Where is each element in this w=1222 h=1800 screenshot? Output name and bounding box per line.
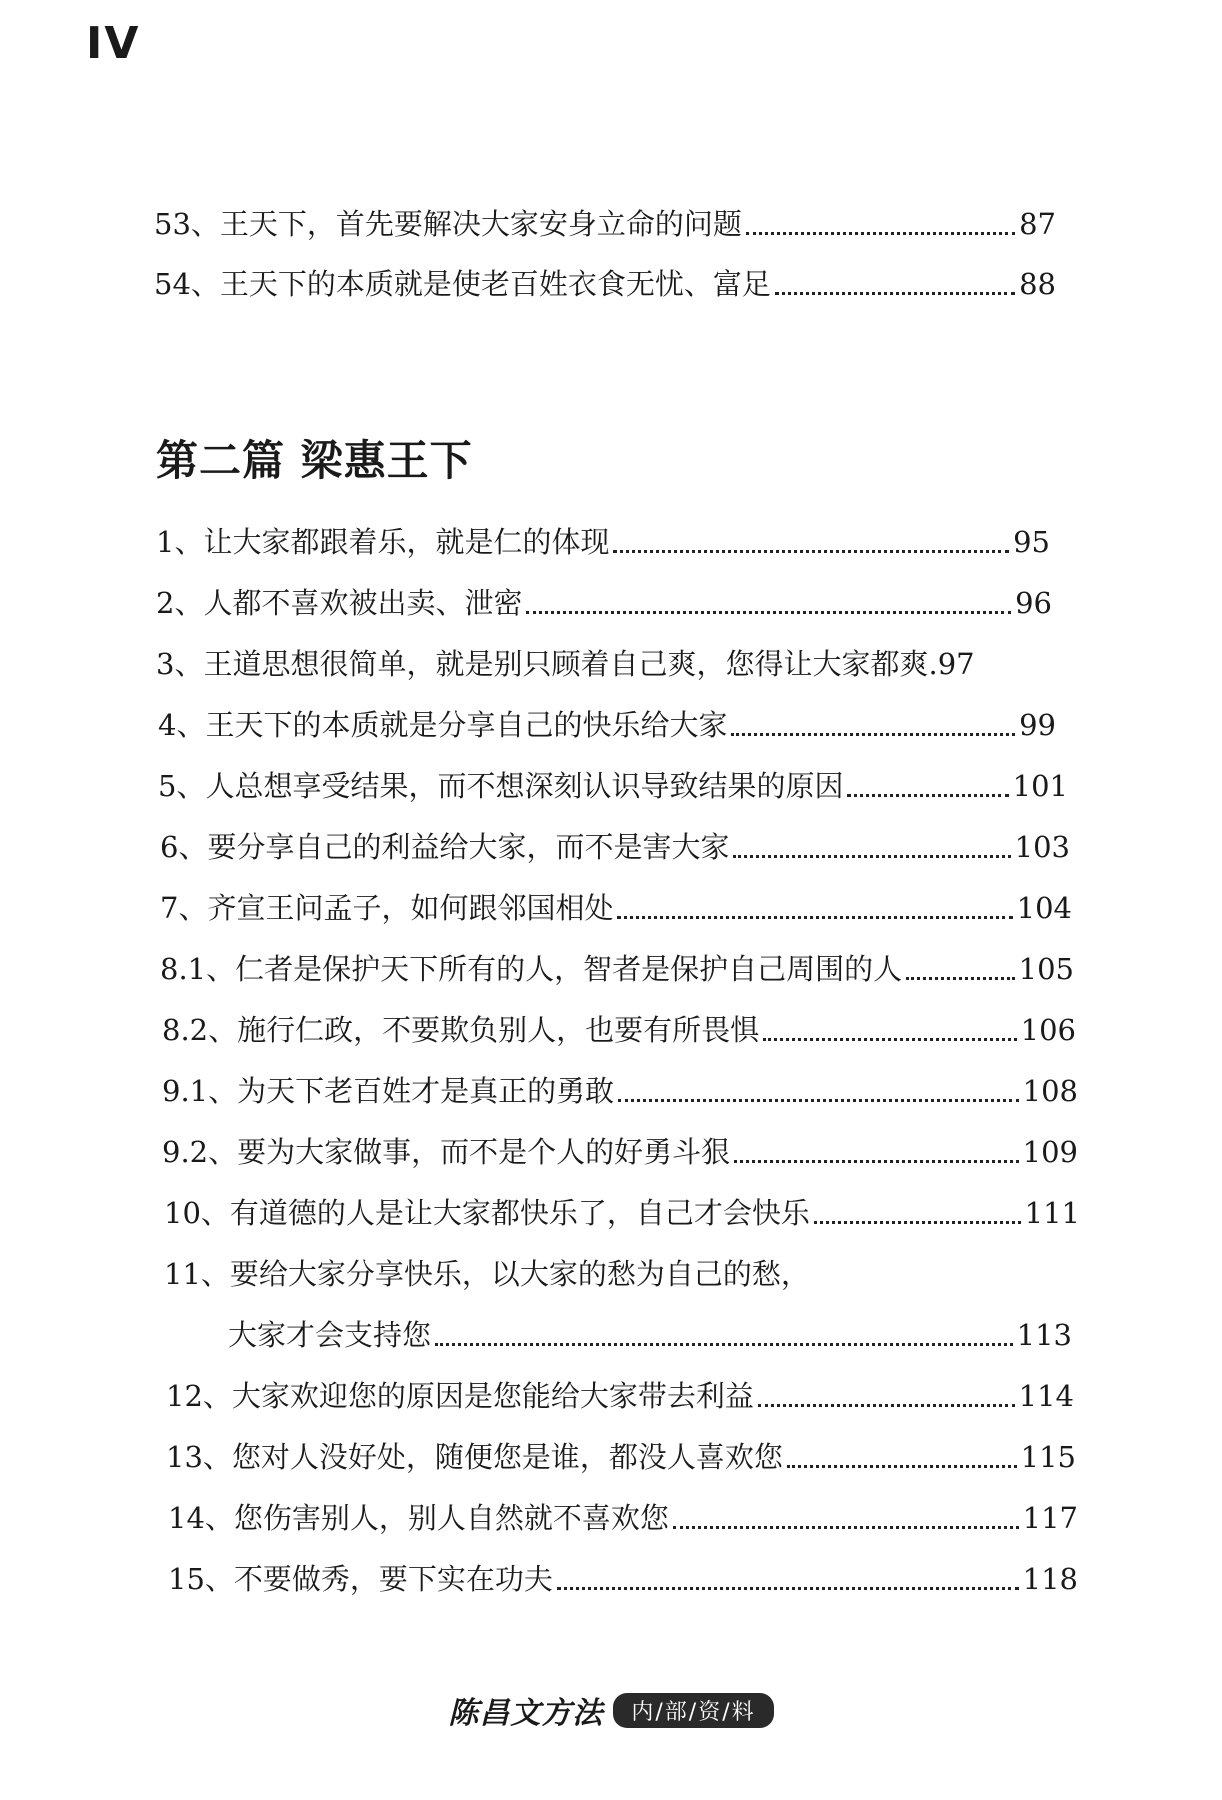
- toc-entry-title: 不要做秀，要下实在功夫: [233, 1562, 553, 1596]
- toc-entry-1[interactable]: [156, 522, 1050, 562]
- toc-entry-title: 齐宣王问孟子，如何跟邻国相处: [207, 891, 614, 925]
- toc-entry-page: 105: [1018, 952, 1074, 986]
- toc-entry-13[interactable]: [166, 1437, 1076, 1477]
- toc-entry-7[interactable]: [160, 888, 1072, 928]
- toc-entry-title: 有道德的人是让大家都快乐了，自己才会快乐: [229, 1196, 810, 1230]
- toc-entry-8-2[interactable]: [162, 1010, 1076, 1050]
- toc-entry-page: 115: [1020, 1440, 1076, 1474]
- toc-entry-6[interactable]: [160, 827, 1070, 867]
- toc-entry-number: 15、: [168, 1562, 234, 1596]
- toc-entry-number: 3、: [156, 647, 204, 681]
- toc-entry-number: 7、: [160, 891, 208, 925]
- toc-entry-title: 要为大家做事，而不是个人的好勇斗狠: [237, 1135, 731, 1169]
- toc-entry-2[interactable]: [156, 583, 1052, 623]
- toc-entry-number: 8.1、: [160, 952, 236, 986]
- dot-leader: [763, 1038, 1017, 1041]
- dot-leader: [733, 855, 1010, 858]
- toc-entry-title: 您对人没好处，随便您是谁，都没人喜欢您: [231, 1440, 783, 1474]
- toc-entry-page: 113: [1016, 1318, 1072, 1352]
- dot-leader: [617, 916, 1012, 919]
- dot-leader: [618, 1099, 1019, 1102]
- toc-entry-number: 6、: [160, 830, 208, 864]
- toc-entry-title: 人都不喜欢被出卖、泄密: [203, 586, 523, 620]
- toc-entry-11-continued[interactable]: [228, 1315, 1072, 1355]
- section-title: 第二篇 梁惠王下: [156, 436, 473, 485]
- toc-entry-5[interactable]: [158, 766, 1068, 806]
- toc-entry-title: 施行仁政，不要欺负别人，也要有所畏惧: [237, 1013, 760, 1047]
- toc-entry-title: 王天下的本质就是使老百姓衣食无忧、富足: [219, 267, 771, 301]
- toc-entry-page: 87: [1019, 207, 1056, 241]
- dot-leader: [847, 794, 1008, 797]
- toc-entry-number: 54、: [154, 267, 220, 301]
- toc-entry-title: 人总想享受结果，而不想深刻认识导致结果的原因: [205, 769, 844, 803]
- toc-entry-15[interactable]: [168, 1559, 1078, 1599]
- toc-entry-53[interactable]: [154, 204, 1056, 244]
- toc-entry-title: 要给大家分享快乐，以大家的愁为自己的愁，: [229, 1257, 810, 1291]
- toc-entry-number: 10、: [164, 1196, 230, 1230]
- toc-entry-page: 88: [1019, 267, 1056, 301]
- dot-leader: [526, 611, 1011, 614]
- toc-entry-title: 为天下老百姓才是真正的勇敢: [237, 1074, 615, 1108]
- dot-leader: [787, 1465, 1017, 1468]
- toc-entry-number: 4、: [158, 708, 206, 742]
- toc-entry-page: 111: [1024, 1196, 1080, 1230]
- dot-leader: [758, 1404, 1015, 1407]
- toc-entry-page: 104: [1016, 891, 1072, 925]
- toc-entry-number: 13、: [166, 1440, 232, 1474]
- toc-entry-page: 118: [1022, 1562, 1078, 1596]
- toc-entry-number: 1、: [156, 525, 204, 559]
- toc-entry-title: 大家才会支持您: [228, 1318, 432, 1352]
- toc-entry-page: 108: [1022, 1074, 1078, 1108]
- toc-entry-14[interactable]: [168, 1498, 1078, 1538]
- dot-leader: [613, 550, 1009, 553]
- toc-entry-title: 王道思想很简单，就是别只顾着自己爽，您得让大家都爽.: [203, 647, 938, 681]
- toc-entry-4[interactable]: [158, 705, 1056, 745]
- toc-entry-page: 103: [1014, 830, 1070, 864]
- toc-entry-title: 您伤害别人，别人自然就不喜欢您: [233, 1501, 669, 1535]
- toc-entry-number: 5、: [158, 769, 206, 803]
- toc-entry-8-1[interactable]: [160, 949, 1074, 989]
- toc-entry-9-2[interactable]: [162, 1132, 1078, 1172]
- toc-entry-title: 要分享自己的利益给大家，而不是害大家: [207, 830, 730, 864]
- toc-entry-10[interactable]: [164, 1193, 1080, 1233]
- toc-entry-3[interactable]: [156, 644, 1054, 684]
- dot-leader: [746, 232, 1015, 235]
- toc-entry-11[interactable]: [164, 1254, 1080, 1294]
- page-footer: [0, 1688, 1222, 1732]
- toc-entry-page: 114: [1018, 1379, 1074, 1413]
- toc-entry-title: 大家欢迎您的原因是您能给大家带去利益: [231, 1379, 754, 1413]
- toc-entry-number: 11、: [164, 1257, 230, 1291]
- toc-entry-title: 让大家都跟着乐，就是仁的体现: [203, 525, 610, 559]
- toc-entry-number: 9.1、: [162, 1074, 238, 1108]
- toc-entry-number: 53、: [154, 207, 220, 241]
- page-number: IV: [86, 18, 141, 69]
- toc-entry-number: 14、: [168, 1501, 234, 1535]
- toc-entry-number: 2、: [156, 586, 204, 620]
- footer-badge: 内/部/资/料: [613, 1693, 773, 1728]
- toc-entry-page: 95: [1013, 525, 1050, 559]
- toc-entry-54[interactable]: [154, 264, 1056, 304]
- dot-leader: [734, 1160, 1019, 1163]
- dot-leader: [435, 1343, 1013, 1346]
- dot-leader: [731, 733, 1015, 736]
- dot-leader: [557, 1587, 1019, 1590]
- toc-entry-number: 8.2、: [162, 1013, 238, 1047]
- toc-entry-number: 12、: [166, 1379, 232, 1413]
- toc-entry-page: 96: [1015, 586, 1052, 620]
- toc-entry-title: 王天下，首先要解决大家安身立命的问题: [219, 207, 742, 241]
- toc-entry-9-1[interactable]: [162, 1071, 1078, 1111]
- dot-leader: [673, 1526, 1019, 1529]
- toc-entry-page: 109: [1022, 1135, 1078, 1169]
- footer-brand: 陈昌文方法: [448, 1696, 604, 1731]
- toc-entry-page: 101: [1012, 769, 1068, 803]
- toc-entry-number: 9.2、: [162, 1135, 238, 1169]
- toc-entry-title: 王天下的本质就是分享自己的快乐给大家: [205, 708, 728, 742]
- toc-entry-page: 99: [1019, 708, 1056, 742]
- dot-leader: [906, 977, 1015, 980]
- toc-entry-page: 106: [1020, 1013, 1076, 1047]
- toc-entry-page: 97: [937, 647, 975, 681]
- toc-entry-title: 仁者是保护天下所有的人，智者是保护自己周围的人: [235, 952, 903, 986]
- dot-leader: [814, 1221, 1021, 1224]
- toc-entry-page: 117: [1022, 1501, 1078, 1535]
- dot-leader: [775, 292, 1015, 295]
- toc-entry-12[interactable]: [166, 1376, 1074, 1416]
